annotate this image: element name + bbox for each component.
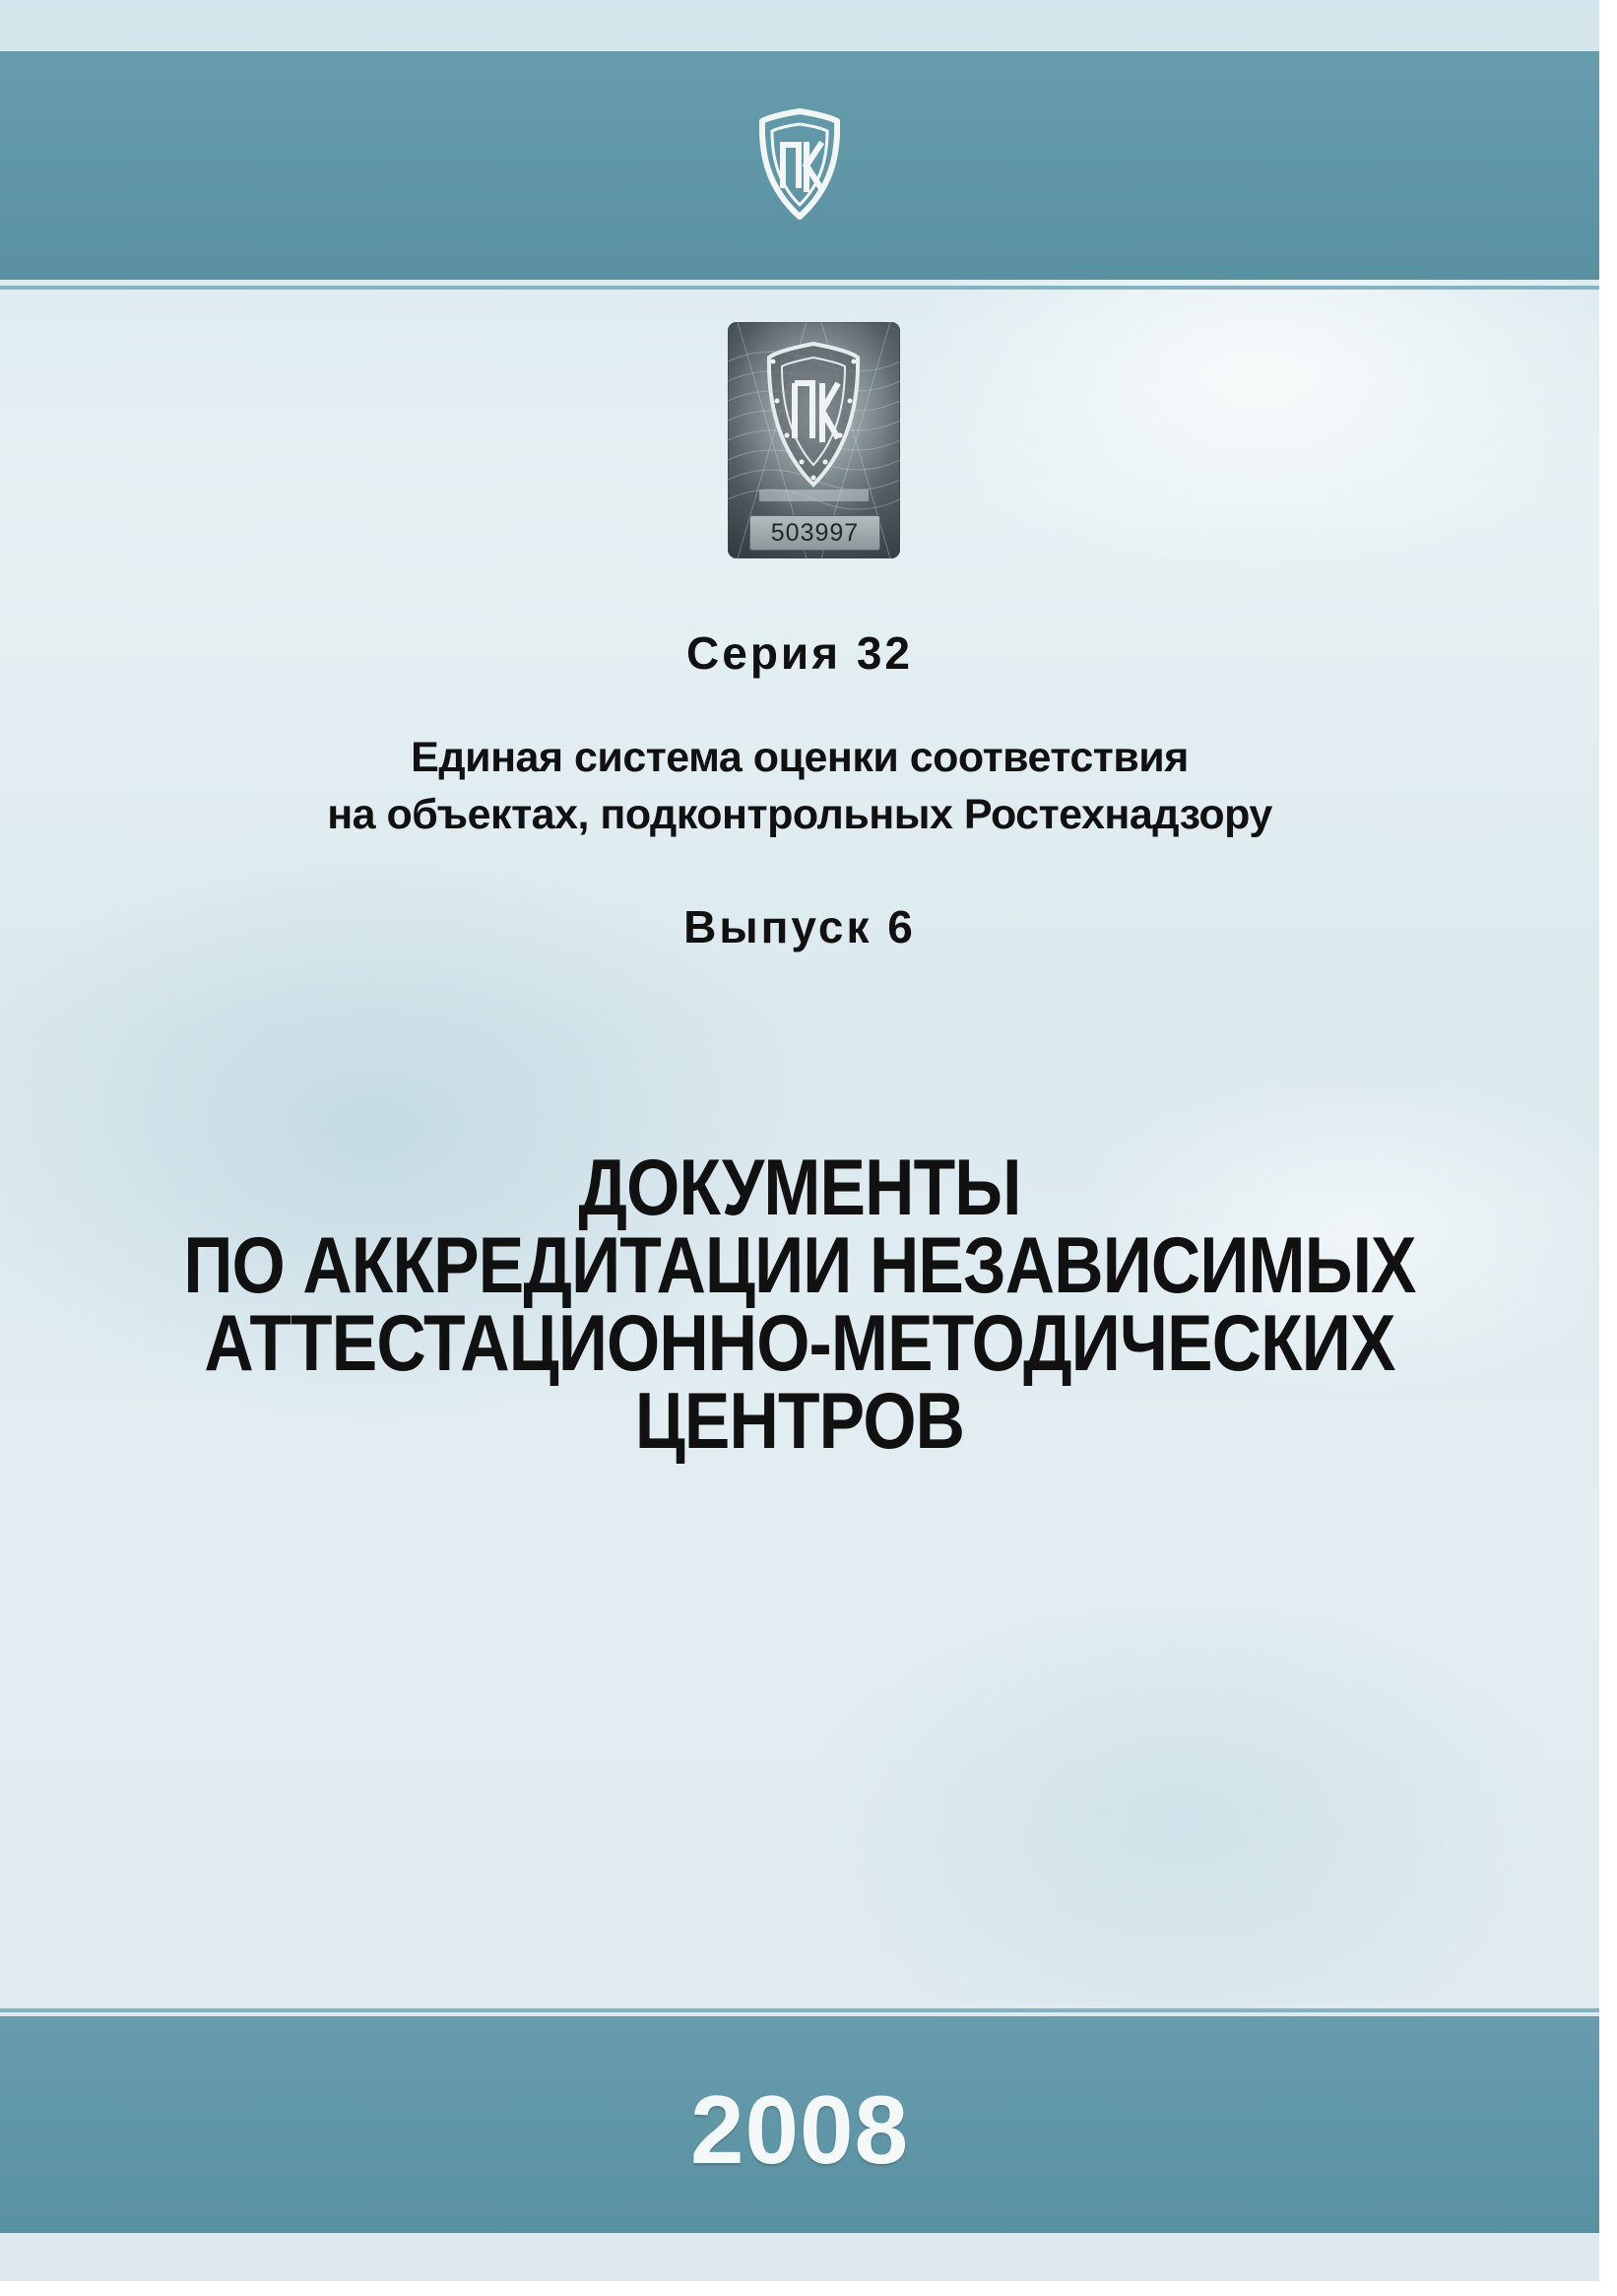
hologram-serial-number: 503997 (770, 518, 860, 547)
document-title-line: ДОКУМЕНТЫ (578, 1144, 1021, 1232)
document-title (112, 1144, 1488, 1466)
system-subtitle-line: на объектах, подконтрольных Ростехнадзору (327, 791, 1272, 838)
document-title-line: АТТЕСТАЦИОННО-МЕТОДИЧЕСКИХ (204, 1299, 1395, 1388)
document-title-line: ПО АККРЕДИТАЦИИ НЕЗАВИСИМЫХ (183, 1221, 1416, 1310)
system-subtitle (0, 729, 1599, 843)
document-title-line: ЦЕНТРОВ (634, 1377, 965, 1466)
security-hologram-icon (728, 322, 900, 558)
publication-year: 2008 (689, 2075, 909, 2184)
series-label: Серия 32 (686, 627, 913, 679)
issue-label: Выпуск 6 (683, 901, 916, 952)
system-subtitle-line: Единая система оценки соответствия (411, 734, 1189, 781)
bottom-band-rule (0, 2008, 1599, 2012)
top-band-rule (0, 286, 1599, 290)
publisher-shield-logo-icon (757, 108, 842, 221)
hologram-serial-box (749, 515, 880, 551)
